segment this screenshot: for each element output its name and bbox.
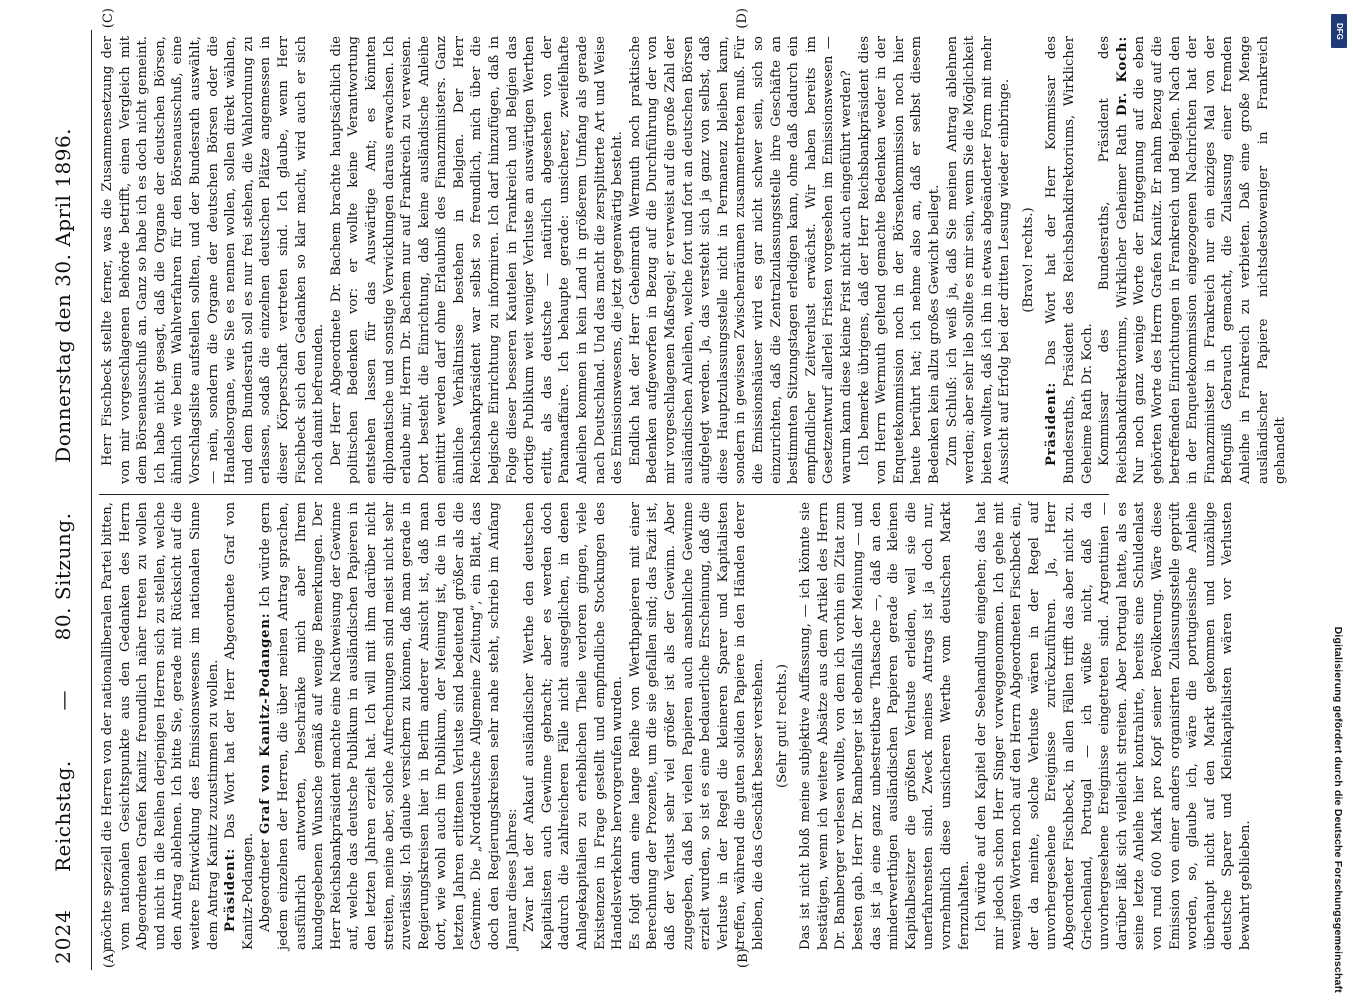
paragraph: Der Herr Abgeordnete Dr. Bachem brachte hauptsächlich die politischen Bedenken vor: er wollte keine Verantwortung entstehen lassen für das Auswärtige Amt; es könnten diplomatische und sonstige Verwicklungen daraus erwachsen. Ich erlaube mir, Herrn Dr. Bachem nur auf Frankreich zu verweisen. Dort besteht die Einrichtung, daß keine ausländische Anleihe emittirt werden darf ohne Erlaubniß des Finanzministers. Ganz ähnliche Verhältnisse bestehen in Belgien. Der Herr Reichsbankpräsident war selbst so freundlich, mich über die belgische Einrichtung zu informiren. Ich darf hinzufügen, daß in Folge dieser besseren Kautelen in Frankreich und Belgien das dortige Publikum weit weniger Verluste an auswärtigen Werthen erlitt, als das deutsche — natürlich abgesehen von der Panamaaffaire. Ich behaupte gerade: unsicherer, zweifelhafte Anleihen kommen in kein Land in größerem Umfang als gerade nach Deutschland. Und das macht die zersplitterte Art und Weise des Emissionswesens, die jetzt gegenwärtig besteht. xyxy=(328,36,626,484)
margin-marker-c: (C) xyxy=(101,8,116,29)
interjection: (Bravo! rechts.) xyxy=(1020,207,1036,313)
paragraph xyxy=(257,502,521,950)
session-date: Donnerstag den 30. April 1896. xyxy=(51,127,75,463)
paragraph-text: Nur noch ganz wenige Worte der Entgegnung auf die eben gehörten Worte des Herrn Grafen Kanitz. Er nahm Bezug auf die betreffenden Einrichtungen in Frankreich und Belgien. Nach den in der Enquetekommission eingezogenen Nachrichten hat der Finanzminister in Frankreich nur ein einziges Mal von der Befugniß Gebrauch gemacht, die Zulassung einer fremden Anleihe in Frankreich zu verbieten. Daß eine große Menge ausländischer Papiere nichtsdestoweniger in Frankreich gehandelt xyxy=(1132,36,1289,484)
paragraph-text: Abgeordneter xyxy=(258,839,274,932)
digitization-credit xyxy=(1327,8,1349,993)
speaker-label: Dr. Koch: xyxy=(1114,36,1130,116)
page-number: 2024 xyxy=(51,909,75,964)
quotation: Zwar hat der Ankauf ausländischer Werthe den deutschen Kapitalisten auch Gewinne gebracht; aber es werden doch dadurch die zahlreicheren Fälle nicht ausgeglichen, in denen Anlagekapitalien zu erheblichen Theile verloren gingen, viele Existenzen in Frage gestellt und empfindliche Stockungen des Handelsverkehrs hervorgerufen wurden. xyxy=(522,502,626,950)
right-column xyxy=(99,36,1291,484)
paragraph-text: Das Wort hat der Herr Abgeordnete Graf von Kanitz-Podangen. xyxy=(223,502,256,950)
paragraph: Endlich hat der Herr Geheimrath Wermuth noch praktische Bedenken aufgeworfen in Bezug auf die Durchführung der von mir vorgeschlagenen Maßregel; er verweist auf die große Zahl der ausländischen Anleihen, welche fort und fort an deutschen Börsen aufgelegt werden. Ja, das versteht sich ja ganz von selbst, daß diese Hauptzulassungsstelle nicht in Permanenz bleiben kann, sondern in gewissen Zwischenräumen zusammentreten muß. Für die Emissionshäuser wird es gar nicht schwer sein, sich so einzurichten, daß die Zentralzulassungsstelle ihre Geschäfte an bestimmten Sitzungstagen erledigen kann, ohne daß dadurch ein empfindlicher Zeitverlust erwächst. Wir haben bereits im Gesetzentwurf allerlei Fristen vorgesehen im Emissionswesen — warum kann diese kleine Frist nicht auch eingeführt werden? xyxy=(627,36,854,484)
page-body xyxy=(99,8,1291,970)
page-header xyxy=(41,30,92,970)
speaker-label: Präsident: xyxy=(223,847,239,932)
paragraph: Ich würde auf den Kapitel der Seehandlung eingehen; das hat mir jedoch schon Herr Singer vorweggenommen. Ich gehe mit wenigen Worten noch auf den Herrn Abgeordneten Fischbeck ein, der da meinte, solche Verluste wären in der Regel auf unvorhergesehene Ereignisse zurückzuführen. Ja, Herr Abgeordneter Fischbeck, in allen Fällen trifft das aber nicht zu. Griechenland, Portugal — ich wüßte nicht, daß da unvorhergesehene Ereignisse eingetreten sind. Argentinien — darüber läßt sich vielleicht streiten. Aber Portugal hatte, als es seine letzte Anleihe hier kontrahirte, bereits eine Schuldenlast von rund 600 Mark pro Kopf seiner Bevölkerung. Wäre diese Emission von einer anders organisirten Zulassungsstelle geprüft worden, so, glaube ich, wäre die portugiesische Anleihe überhaupt nicht auf den Markt gekommen und unzählige deutsche Sparer und Kleinkapitalisten wären vor Verlusten bewahrt geblieben. xyxy=(974,502,1253,950)
speaker-label: Graf von Kanitz-Podangen: xyxy=(258,612,274,835)
paragraph xyxy=(1043,36,1096,484)
paragraph: Es folgt dann eine lange Reihe von Werthpapieren mit einer Berechnung der Prozente, um die sie gefallen sind; das Fazit ist, daß der Verlust sehr viel größer ist als der Gewinn. Aber zugegeben, daß bei vielen Papieren auch ansehnliche Gewinne erzielt wurden, so ist es eine bedauerliche Erscheinung, daß die Verluste in der Regel die kleineren Sparer und Kapitalisten treffen, während die guten soliden Papiere in den Händen derer bleiben, die das Geschäft besser verstehen. xyxy=(627,502,766,950)
margin-marker-a: (A) xyxy=(102,948,117,968)
paragraph xyxy=(1096,36,1290,484)
paragraph: Zum Schluß: ich weiß ja, daß Sie meinen Antrag ablehnen werden; aber sehr lieb sollte es mir sein, wenn Sie die Möglichkeit bieten wollten, daß ich ihn in etwas abgeänderter Form mit mehr Aussicht auf Erfolg bei der dritten Lesung wieder einbringe. xyxy=(944,36,1013,484)
interjection: (Sehr gut! rechts.) xyxy=(774,663,790,789)
paragraph-text: Kommissar des Bundesraths, Präsident des Reichsbankdirektoriums, Wirklicher Geheimer Rath xyxy=(1097,36,1130,484)
paragraph: Herr Fischbeck stellte ferner, was die Zusammensetzung der von mir vorgeschlagenen Behörde betrifft, einen Vergleich mit dem Börsenausschuß an. Ganz so habe ich es doch nicht gemeint. Ich habe nicht gesagt, daß die Organe der deutschen Börsen, ähnlich wie beim Wahlverfahren für den Börsenausschuß, eine Vorschlagsliste aufstellen sollten, und der Bundesrath auswählt, — nein, sondern die Organe der deutschen Börsen oder die Handelsorgane, wie Sie es nennen wollen, sollen direkt wählen, und dem Bundesrath soll es nur frei stehen, die Wahlordnung zu erlassen, sodaß die einzelnen deutschen Plätze angemessen in dieser Körperschaft vertreten sind. Ich glaube, wenn Herr Fischbeck sich den Gedanken so klar macht, wird auch er sich noch damit befreunden. xyxy=(100,36,327,484)
paragraph: Ich bemerke übrigens, daß der Herr Reichsbankpräsident dies von Herrn Wermuth geltend gemachte Bedenken weder in der Enquetekommission noch in der Börsenkommission noch hier heute berührt hat; ich nehme also an, daß er selbst diesem Bedenken kein allzu großes Gewicht beilegt. xyxy=(856,36,942,484)
margin-marker-d: (D) xyxy=(735,8,750,29)
left-column xyxy=(99,502,1291,968)
paragraph: möchte speziell die Herren von der nationalliberalen Partei bitten, vom nationalen Gesichtspunkte aus den Gedanken des Herrn Abgeordneten Grafen Kanitz freundlich näher treten zu wollen und nicht in die Reihen derjenigen Herren sich zu stellen, welche den Antrag ablehnen. Ich bitte Sie, gerade mit Rücksicht auf die weitere Entwicklung des Emissionswesens im nationalen Sinne dem Antrag Kanitz zuzustimmen zu wollen. xyxy=(100,502,221,950)
column-divider xyxy=(99,494,1109,495)
speaker-label: Präsident: xyxy=(1044,381,1060,466)
paragraph-text: Das Wort hat der Herr Kommissar des Bundesraths, Präsident des Reichsbankdirektoriums, Wirklicher Geheime Rath Dr. Koch. xyxy=(1044,36,1095,484)
header-dash: — xyxy=(51,690,75,711)
paragraph xyxy=(222,502,257,950)
body-name: Reichstag. xyxy=(51,760,75,873)
margin-marker-b: (B) xyxy=(736,948,751,968)
document-page xyxy=(41,8,1291,970)
paragraph-text: Ich würde gern jedem einzelnen der Herren, die über meinen Antrag sprachen, ausführlich antworten, beschränke mich aber Ihrem kundgegebenen Wunsche gemäß auf wenige Bemerkungen. Der Herr Reichsbankpräsident machte eine Nachweisung der Gewinne auf, welche das deutsche Publikum in ausländischen Papieren in den letzten Jahren erzielt hat. Ich will mit ihm darüber nicht streiten, meine aber, solche Aufrechnungen sind meist nicht sehr zuverlässig. Ich glaube versichern zu können, daß man gerade in Regierungskreisen hier in Berlin anderer Ansicht ist, daß man dort, wie wohl auch im Publikum, der Meinung ist, die in den letzten Jahren erlittenen Verluste sind bedeutend größer als die Gewinne. Die „Norddeutsche Allgemeine Zeitung“, ein Blatt, das doch den Regierungskreisen sehr nahe steht, schrieb im Anfang Januar dieses Jahres: xyxy=(258,502,520,950)
running-head xyxy=(51,30,75,970)
credit-text: Digitalisierung gefördert durch die Deutsche Forschungsgemeinschaft xyxy=(1332,626,1344,993)
paragraph: Das ist nicht bloß meine subjektive Auffassung, — ich könnte sie bestätigen, wenn ich weitere Absätze aus dem Artikel des Herrn Dr. Bamberger verlesen wollte, von dem ich vorhin ein Zitat zum besten gab. Herr Dr. Bamberger ist ebenfalls der Meinung — und das ist ja eine ganz unbestreitbare Thatsache —, daß an den minderwerthigen ausländischen Papieren gerade die kleinen Kapitalbesitzer die größten Verluste erleiden, weil sie die unerfahrensten sind. Zweck meines Antrags ist ja doch nur, vornehmlich diese unsicheren Werthe vom deutschen Markt fernzuhalten. xyxy=(798,502,972,950)
dfg-logo: DFG xyxy=(1331,14,1347,48)
session-label: 80. Sitzung. xyxy=(51,512,75,641)
